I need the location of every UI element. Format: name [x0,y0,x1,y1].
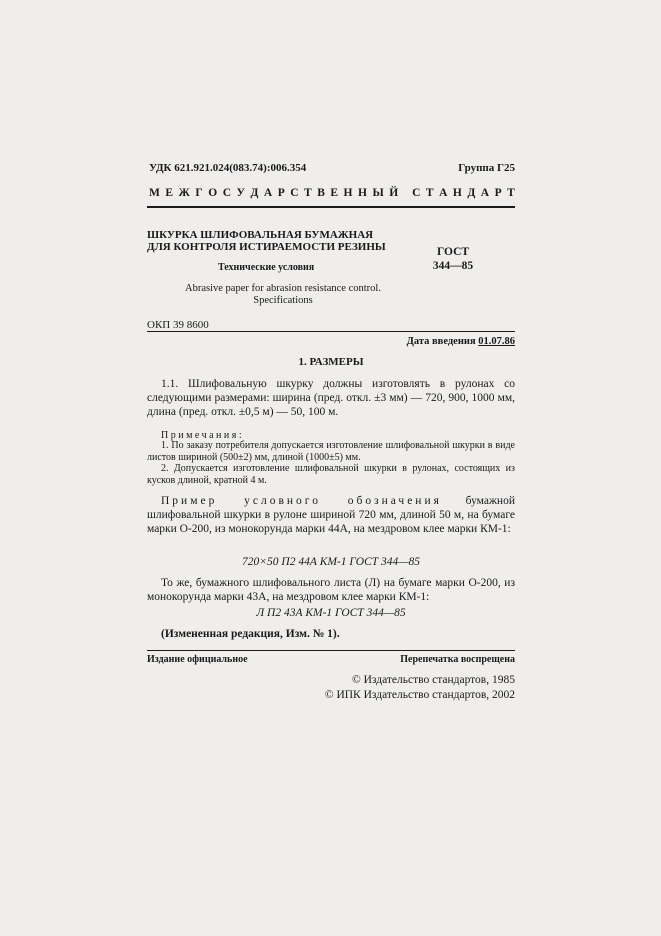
interstate-letter: С [412,187,421,199]
interstate-letter: Г [195,187,203,199]
title-line-2: ДЛЯ КОНТРОЛЯ ИСТИРАЕМОСТИ РЕЗИНЫ [147,241,386,253]
interstate-letter: Р [277,187,285,199]
date-label: Дата введения [406,336,476,347]
interstate-letter: Е [165,187,174,199]
interstate-letter: Е [330,187,339,199]
designation-formula-2: Л П2 43А КМ-1 ГОСТ 344—85 [256,607,406,619]
interstate-letter: Т [425,187,434,199]
interstate-standard-heading [149,187,515,199]
english-title [147,283,419,307]
revision-note: (Измененная редакция, Изм. № 1). [161,628,340,640]
english-title-line-1: Abrasive paper for abrasion resistance control. [185,283,381,294]
interstate-letter: Р [494,187,502,199]
gost-block [430,245,476,273]
interstate-letter: С [290,187,299,199]
copyright-2002: © ИПК Издательство стандартов, 2002 [324,689,515,701]
interstate-letter [404,187,407,199]
interstate-letter: С [222,187,231,199]
section-heading: 1. РАЗМЕРЫ [298,356,364,368]
interstate-letter: А [263,187,273,199]
header-rule [147,206,515,208]
reprint-prohibited: Перепечатка воспрещена [400,654,515,665]
notes-heading: Примечания: [161,430,245,441]
interstate-letter: О [208,187,218,199]
gost-number: 344—85 [432,260,474,272]
interstate-letter: У [236,187,245,199]
example-spaced: Пример условного обозначения [161,495,442,507]
example-rest: бумажной шлифовальной шкурки в рулоне шириной 720 мм, длиной 50 м, на бумаге марки О-200, из монокорунда марки 44А, на мездровом клее марки КМ-1: [147,495,515,535]
interstate-letter: Д [467,187,476,199]
interstate-letter: А [480,187,490,199]
interstate-letter: Ж [178,187,190,199]
interstate-letter: Д [250,187,259,199]
designation-formula-1: 720×50 П2 44А КМ-1 ГОСТ 344—85 [242,556,420,568]
english-title-line-2: Specifications [253,295,313,306]
interstate-letter: В [317,187,325,199]
interstate-letter: Ы [372,187,384,199]
udk-code: УДК 621.921.024(083.74):006.354 [149,162,307,174]
group-code: Группа Г25 [458,162,515,174]
interstate-letter: А [439,187,448,199]
document-title [147,229,407,253]
okp-rule [147,331,515,332]
interstate-letter: Т [304,187,312,199]
footer-rule [147,650,515,651]
interstate-letter: Н [343,187,353,199]
interstate-letter: Н [452,187,462,199]
same-paragraph [147,576,515,604]
copyright-1985: © Издательство стандартов, 1985 [351,674,515,686]
same-text: То же, бумажного шлифовального листа (Л) на бумаге марки О-200, из монокорунда марки 43А, на мездровом клее марки КМ-1: [147,577,515,603]
note-1: 1. По заказу потребителя допускается изготовление шлифовальной шкурки в виде листов шириной (500±2) мм, длиной (1000±5) мм. [147,440,515,463]
interstate-letter: М [149,187,160,199]
gost-label: ГОСТ [436,246,470,258]
paragraph-1-1: 1.1. Шлифовальную шкурку должны изготовлять в рулонах со следующими размерами: ширина (пред. откл. ±3 мм) — 720, 900, 1000 мм, длина (пред. откл. ±0,5 м) — 50, 100 м. [147,378,515,418]
date-value: 01.07.86 [478,336,515,347]
okp-code: ОКП 39 8600 [147,319,209,331]
example-paragraph [147,494,515,536]
introduction-date [407,336,515,347]
title-line-1: ШКУРКА ШЛИФОВАЛЬНАЯ БУМАЖНАЯ [147,229,374,241]
interstate-letter: Т [507,187,515,199]
note-2: 2. Допускается изготовление шлифовальной шкурки в рулонах, состоящих из кусков длиной, кратной 4 м. [147,463,515,486]
tech-conditions: Технические условия [218,262,315,273]
official-edition: Издание официальное [147,654,248,665]
interstate-letter: Н [358,187,367,199]
interstate-letter: Й [389,187,399,199]
